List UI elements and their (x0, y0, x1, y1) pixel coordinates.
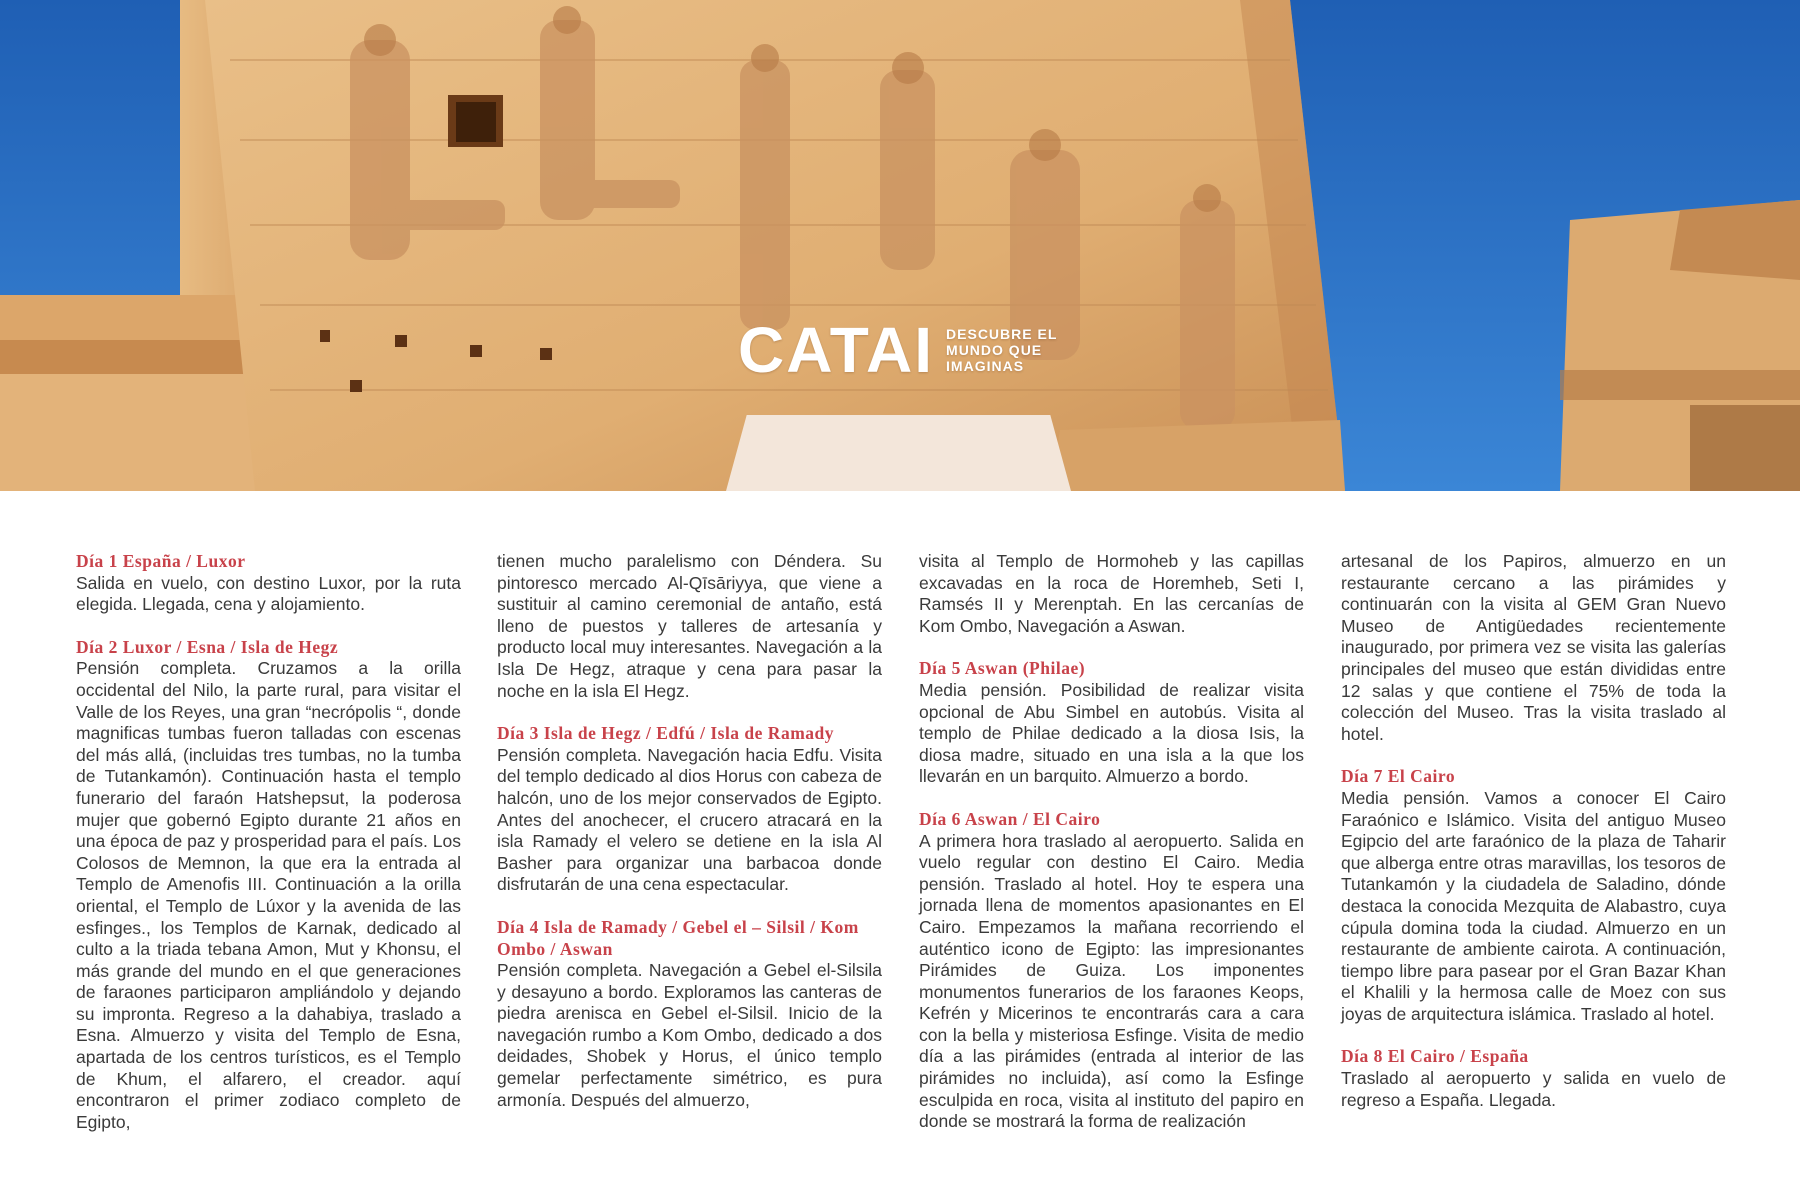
decorative-tab-shape (726, 415, 1071, 491)
hero-photo-temple (0, 0, 1800, 491)
day-4-text: Pensión completa. Navegación a Gebel el-Silsila y desayuno a bordo. Exploramos las canteras de piedra arenisca en Gebel el-Silsil. Inicio de la navegación rumbo a Kom Ombo, dedicado a dos deidades, Shobek y Horus, el único templo gemelar perfectamente simétrico, es pura armonía. Después del almuerzo, (497, 960, 882, 1110)
day-3-text: Pensión completa. Navegación hacia Edfu. Visita del templo dedicado al dios Horus con cabeza de halcón, uno de los mejor conservados de Egipto. Antes del anochecer, el crucero atracará en la isla Ramady el velero se detiene en la isla Al Basher para organizar una barbacoa donde disfrutarán de una cena espectacular. (497, 744, 882, 895)
day-2-text: Pensión completa. Cruzamos a la orilla occidental del Nilo, la parte rural, para visitar el Valle de los Reyes, una gran “necrópolis “, donde magnificas tumbas fueron talladas con escenas del más allá, (incluidas tres tumbas, no la tumba de Tutankamón). Continuación hasta el templo funerario del faraón Hatshepsut, la poderosa mujer que gobernó Egipto durante 21 años en una época de paz y prosperidad para el país. Los Colosos de Memnon, la que era la entrada al Templo de Amenofis III. Continuación a la orilla oriental, el Templo de Lúxor y la avenida de las esfinges., los Templos de Karnak, dedicado al culto a la triada tebana Amon, Mut y Khonsu, el más grande del mundo en el que generaciones de faraones participaron ampliándolo y dejando su impronta. Regreso a la dahabiya, traslado a Esna. Almuerzo y visita del Templo de Esna, apartada de los centros turísticos, es el Templo de Khum, el alfarero, el creador. aquí encontraron el primer zodiaco completo de Egipto, (76, 658, 461, 1132)
day-1-title: Día 1 España / Luxor (76, 551, 246, 571)
day-8-title: Día 8 El Cairo / España (1341, 1046, 1529, 1067)
day-1-text: Salida en vuelo, con destino Luxor, por la ruta elegida. Llegada, cena y alojamiento. (76, 572, 461, 615)
text-column-4 (1341, 551, 1726, 1111)
day-6-title: Día 6 Aswan / El Cairo (919, 808, 1101, 829)
day-4-text-continued: visita al Templo de Hormoheb y las capillas excavadas en la roca de Horemheb, Seti I, Ramsés II y Merenptah. En las cercanías de Kom Ombo, Navegación a Aswan. (919, 551, 1304, 636)
itinerary-body (76, 551, 1726, 1151)
tagline-line-3: IMAGINAS (946, 358, 1025, 374)
day-7-title: Día 7 El Cairo (1341, 766, 1456, 787)
day-7-text: Media pensión. Vamos a conocer El Cairo Faraónico e Islámico. Visita del antiguo Museo Egipcio del arte faraónico de la plaza de Taharir que alberga entre otras maravillas, los tesoros de Tutankamón y la ciudadela de Saladino, dónde destaca la conocida Mezquita de Alabastro, cuya cúpula domina toda la ciudad. Almuerzo en un restaurante de ambiente cairota. A continuación, tiempo libre para pasear por el Gran Bazar Khan el Khalili y la hermosa calle de Moez con sus joyas de arquitectura islámica. Traslado al hotel. (1341, 787, 1726, 1024)
text-column-2 (497, 551, 882, 1111)
day-4-title: Día 4 Isla de Ramady / Gebel el – Silsil / Kom Ombo / Aswan (497, 916, 859, 959)
brand-name: CATAI (738, 314, 935, 386)
day-8-text: Traslado al aeropuerto y salida en vuelo de regreso a España. Llegada. (1341, 1068, 1726, 1110)
tagline-line-2: MUNDO QUE (946, 342, 1043, 358)
day-6-text: A primera hora traslado al aeropuerto. Salida en vuelo regular con destino El Cairo. Media pensión. Traslado al hotel. Hoy te espera una jornada llena de momentos apasionantes en El Cairo. Empezamos la mañana recorriendo el auténtico icono de Egipto: las impresionantes Pirámides de Guiza. Los imponentes monumentos funerarios de los faraones Keops, Kefrén y Micerinos te encontrarás cara a cara con la bella y misteriosa Esfinge. Visita de medio día a las pirámides (entrada al interior de las pirámides no incluida), así como la Esfinge esculpida en roca, visita al instituto del papiro en donde se mostrará la forma de realización (919, 830, 1304, 1132)
text-column-1 (76, 551, 461, 1133)
brand-logo (738, 314, 1058, 386)
day-6-text-continued: artesanal de los Papiros, almuerzo en un restaurante cercano a las pirámides y continuarán con la visita al GEM Gran Nuevo Museo de Antigüedades recientemente inaugurado, por primera vez se visita las galerías principales del museo que están divididas entre 12 salas y que contiene el 75% de toda la colección del Museo. Tras la visita traslado al hotel. (1341, 551, 1726, 744)
tagline-line-1: DESCUBRE EL (946, 326, 1058, 342)
text-column-3 (919, 551, 1304, 1133)
day-2-title: Día 2 Luxor / Esna / Isla de Hegz (76, 636, 339, 657)
brand-tagline (946, 326, 1057, 374)
day-5-title: Día 5 Aswan (Philae) (919, 658, 1086, 679)
day-3-title: Día 3 Isla de Hegz / Edfú / Isla de Ramady (497, 723, 834, 744)
day-5-text: Media pensión. Posibilidad de realizar visita opcional de Abu Simbel en autobús. Visita al templo de Philae dedicado a la diosa Isis, la diosa madre, situado en una isla a la que los llevarán en un barquito. Almuerzo a bordo. (919, 679, 1304, 787)
day-2-text-continued: tienen mucho paralelismo con Déndera. Su pintoresco mercado Al-Qīsāriyya, que viene a sustituir al camino ceremonial de antaño, está lleno de puestos y talleres de artesanía y producto local muy interesantes. Navegación a la Isla De Hegz, atraque y cena para pasar la noche en la isla El Hegz. (497, 551, 882, 701)
